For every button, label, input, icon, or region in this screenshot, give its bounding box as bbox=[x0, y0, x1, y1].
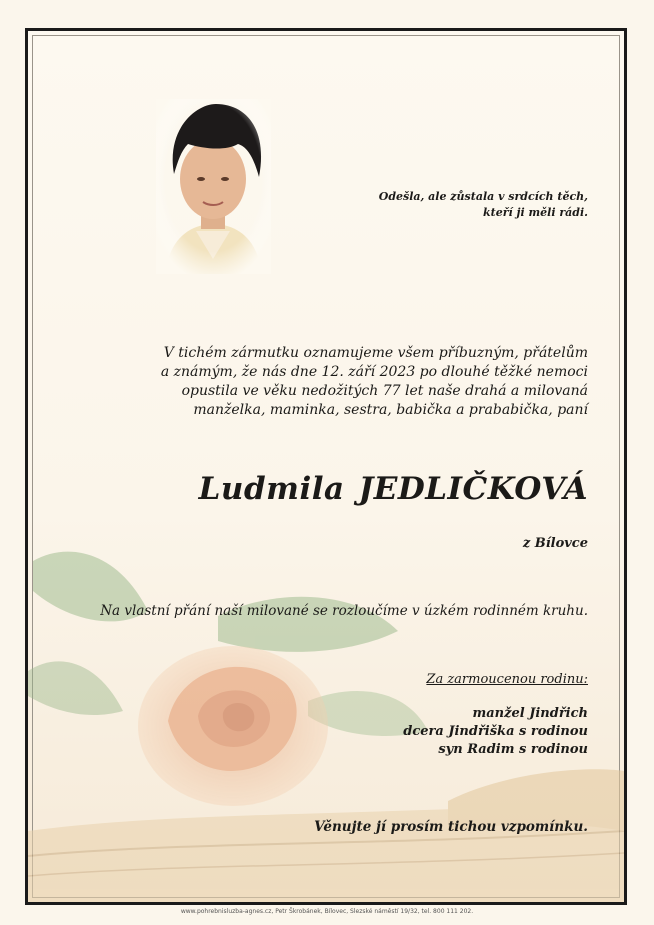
rose-book-background bbox=[28, 501, 624, 902]
announcement-text bbox=[148, 344, 588, 420]
rose bbox=[138, 646, 328, 806]
motto-line: Odešla, ale zůstala v srdcích těch, bbox=[378, 190, 588, 203]
family-members bbox=[403, 705, 588, 759]
footer-contact: www.pohrebnisluzba-agnes.cz, Petr Škrobánek, Bílovec, Slezské náměstí 19/32, tel. 800 111 202. bbox=[180, 908, 474, 915]
first-name: Ludmila bbox=[198, 471, 345, 507]
motto-line: kteří ji měli rádi. bbox=[483, 206, 588, 219]
obituary-frame bbox=[25, 28, 627, 905]
motto-quote bbox=[379, 189, 588, 221]
family-label: Za zarmoucenou rodinu: bbox=[426, 672, 588, 687]
announcement-line: opustila ve věku nedožitých 77 let naše drahá a milovaná bbox=[181, 383, 588, 399]
announcement-line: V tichém zármutku oznamujeme všem příbuzným, přátelům bbox=[163, 345, 588, 361]
closing-line: Věnujte jí prosím tichou vzpomínku. bbox=[314, 819, 588, 835]
deceased-origin: z Bílovce bbox=[522, 536, 588, 551]
deceased-name bbox=[199, 471, 588, 507]
announcement-line: manželka, maminka, sestra, babička a prababička, paní bbox=[193, 402, 588, 418]
family-member: syn Radim s rodinou bbox=[438, 742, 588, 757]
book bbox=[28, 769, 624, 902]
leaf-left bbox=[28, 552, 148, 715]
announcement-line: a známým, že nás dne 12. září 2023 po dlouhé těžké nemoci bbox=[160, 364, 588, 380]
farewell-wish: Na vlastní přání naší milované se rozloučíme v úzkém rodinném kruhu. bbox=[100, 603, 588, 619]
family-member: dcera Jindřiška s rodinou bbox=[403, 724, 588, 739]
surname: JEDLIČKOVÁ bbox=[358, 471, 588, 507]
portrait-photo bbox=[156, 99, 271, 274]
family-member: manžel Jindřich bbox=[472, 706, 588, 721]
